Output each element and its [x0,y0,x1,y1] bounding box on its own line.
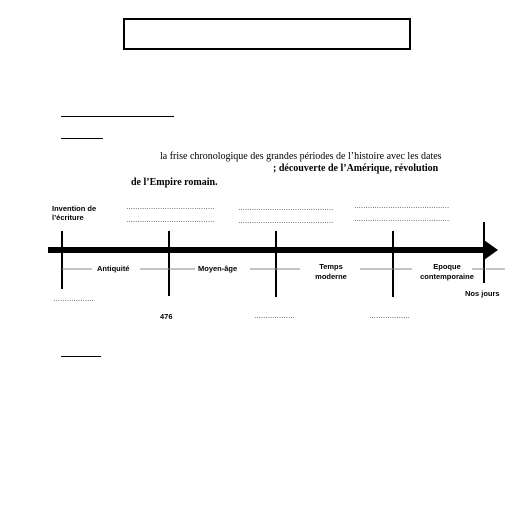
instruction-line-3: de l’Empire romain. [131,177,218,188]
period-epoque-line-2: contemporaine [420,272,474,281]
start-event-label [52,204,96,222]
timeline-arrowhead [484,240,498,260]
period-antiquite: Antiquité [97,264,130,273]
date-blank-revolution: ……………… [369,313,410,320]
top-blank-3-line-2: …………………………………… [354,216,450,223]
top-blank-1 [126,204,214,225]
end-label-nos-jours: Nos jours [465,289,500,298]
period-temps-line-2: moderne [315,272,347,281]
period-epoque-line-1: Epoque [433,262,461,271]
date-476: 476 [160,312,173,321]
bottom-blank-start: ……………… [53,296,94,303]
start-event-line-1: Invention de [52,204,97,213]
start-event-line-2: l’écriture [52,213,84,222]
top-blank-2-line-2: …………………………………… [238,218,334,225]
top-blank-1-line-1: ………………………………… [126,204,215,211]
top-blank-2 [238,205,333,226]
period-temps-line-1: Temps [319,262,343,271]
date-blank-america: ……………… [254,313,295,320]
top-blank-3 [354,203,449,224]
top-blank-1-line-2: ………………………………… [126,217,215,224]
instruction-line-2: ; découverte de l’Amérique, révolution [273,163,439,174]
period-moyen-age: Moyen-âge [198,264,238,273]
top-blank-2-line-1: …………………………………… [238,205,334,212]
period-epoque-contemporaine [414,262,480,281]
instruction-line-1: la frise chronologique des grandes périodes de l’histoire avec les dates [160,151,442,162]
top-blank-3-line-1: …………………………………… [354,203,450,210]
period-temps-moderne [302,262,360,281]
